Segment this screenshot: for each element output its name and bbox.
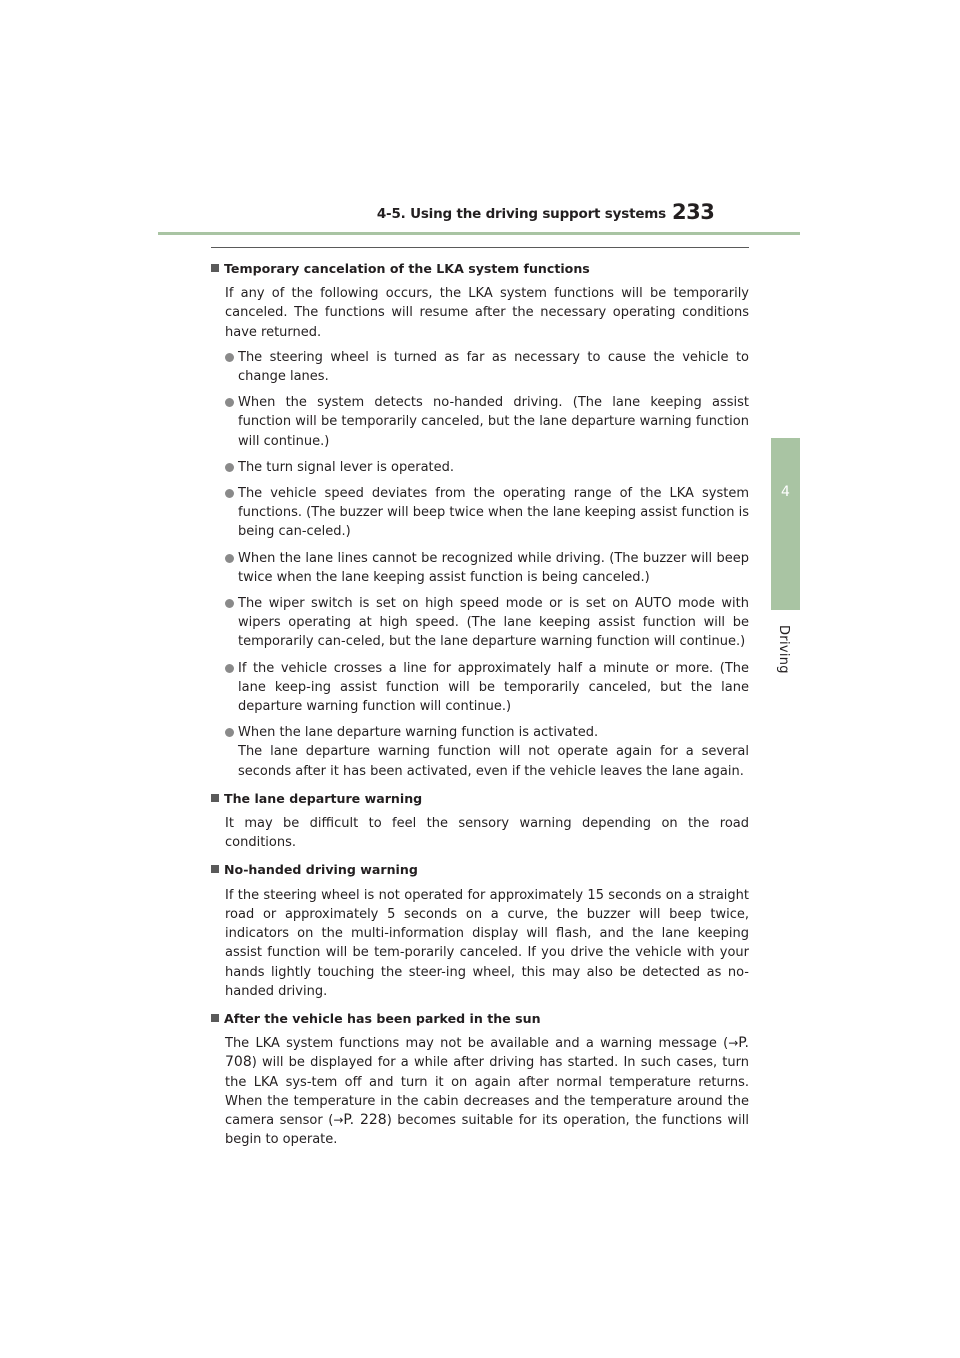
section-temporary-cancelation <box>211 259 749 781</box>
text-fragment: The LKA system functions may not be available and a warning message ( <box>225 1036 729 1052</box>
circle-bullet-icon <box>225 728 234 737</box>
content-top-divider <box>211 247 749 248</box>
list-item-text: When the system detects no-handed driving. (The lane keeping assist function will be temporarily canceled, but the lane departure warning function will continue.) <box>238 395 749 449</box>
square-bullet-icon <box>211 794 219 802</box>
section-heading-text: Temporary cancelation of the LKA system functions <box>224 261 590 276</box>
section-text: It may be difficult to feel the sensory warning depending on the road conditions. <box>225 816 749 851</box>
square-bullet-icon <box>211 1014 219 1022</box>
list-item-text: The vehicle speed deviates from the operating range of the LKA system functions. (The buzzer will beep twice when the lane keeping assist function is being can-celed.) <box>238 486 749 540</box>
chapter-number: 4 <box>781 484 790 500</box>
circle-bullet-icon <box>225 554 234 563</box>
chapter-side-tab <box>771 438 800 610</box>
section-heading <box>211 1009 749 1028</box>
text-fragment: ) becomes suitable for its operation, the functions will begin to operate. <box>225 1112 749 1148</box>
list-item <box>225 659 749 717</box>
section-text <box>225 1034 749 1149</box>
square-bullet-icon <box>211 264 219 272</box>
text-fragment: ) will be displayed for a while after driving has started. In such cases, turn the LKA sys-tem off and turn it on again after normal temperature returns. When the temperature in the cabin decreases and the temperature around the camera sensor ( <box>225 1055 749 1128</box>
list-item <box>225 348 749 386</box>
list-item <box>225 594 749 652</box>
page-number: 233 <box>672 200 715 224</box>
header-divider <box>158 232 800 235</box>
list-item <box>225 458 749 477</box>
list-item <box>225 549 749 587</box>
list-item <box>225 484 749 542</box>
list-item-text: The turn signal lever is operated. <box>238 459 455 475</box>
section-heading <box>211 789 749 808</box>
circle-bullet-icon <box>225 489 234 498</box>
chapter-label: Driving <box>776 625 791 674</box>
arrow-right-icon: → <box>333 1112 344 1127</box>
list-item <box>225 723 749 781</box>
section-heading-text: The lane departure warning <box>224 790 423 806</box>
section-intro: If any of the following occurs, the LKA system functions will be temporarily canceled. The functions will resume after the necessary operating conditions have returned. <box>225 286 749 340</box>
list-item-text: The steering wheel is turned as far as necessary to cause the vehicle to change lanes. <box>238 349 749 385</box>
page-reference-link[interactable]: P. 228 <box>343 1111 387 1128</box>
circle-bullet-icon <box>225 599 234 608</box>
page-content <box>211 259 749 1157</box>
list-item-text: When the lane lines cannot be recognized while driving. (The buzzer will beep twice when the lane keeping assist function is being canceled.) <box>238 550 749 585</box>
arrow-right-icon: → <box>728 1036 739 1051</box>
section-no-handed-driving-warning <box>211 860 749 1000</box>
list-item-text: The wiper switch is set on high speed mode or is set on AUTO mode with wipers operating at high speed. (The lane keeping assist function will be temporarily can-celed, but the lane departure warning function will continue.) <box>238 596 749 650</box>
square-bullet-icon <box>211 865 219 873</box>
list-item-text: When the lane departure warning function is activated. <box>238 725 599 741</box>
circle-bullet-icon <box>225 398 234 407</box>
section-lane-departure-warning <box>211 789 749 853</box>
section-parked-in-sun <box>211 1009 749 1149</box>
header-section-title: 4-5. Using the driving support systems <box>376 206 666 222</box>
circle-bullet-icon <box>225 463 234 472</box>
circle-bullet-icon <box>225 664 234 673</box>
section-heading-text: After the vehicle has been parked in the sun <box>224 1010 541 1026</box>
list-item-text: The lane departure warning function will not operate again for a several seconds after it has been activated, even if the vehicle leaves the lane again. <box>238 744 749 779</box>
circle-bullet-icon <box>225 353 234 362</box>
section-heading <box>211 860 749 879</box>
page-reference-link[interactable]: P. 708 <box>225 1035 749 1071</box>
section-text: If the steering wheel is not operated for approximately 15 seconds on a straight road or approximately 5 seconds on a curve, the buzzer will beep twice, indicators on the multi-information display will flash, and the lane keeping assist function will be tem-porarily canceled. If you drive the vehicle with your hands lightly touching the steer-ing wheel, this may also be detected as no-handed driving. <box>225 887 749 999</box>
list-item <box>225 393 749 451</box>
section-heading-text: No-handed driving warning <box>224 862 418 878</box>
section-heading <box>211 259 749 278</box>
list-item-text: If the vehicle crosses a line for approximately half a minute or more. (The lane keep-ing assist function will be temporarily canceled, but the lane departure warning function will continue.) <box>238 660 749 715</box>
